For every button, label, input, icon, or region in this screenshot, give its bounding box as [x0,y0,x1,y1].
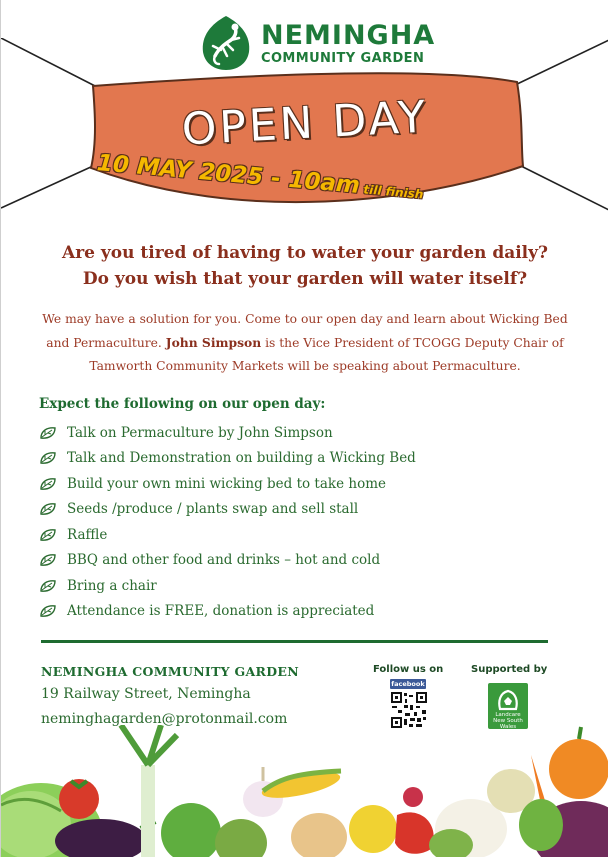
landcare-region: New South Wales [493,718,523,730]
activity-list [39,420,416,624]
speaker-name: John Simpson [165,335,262,350]
headline-line-1: Are you tired of having to water your garden daily? [62,243,548,263]
intro-text-1: We may have a solution for you. Come to our open day and learn about Wicking Bed and Permaculture. [42,312,568,350]
org-address: 19 Railway Street, Nemingha [41,686,251,702]
list-item [39,497,416,523]
list-item-text: Build your own mini wicking bed to take home [67,475,386,492]
qr-code-icon[interactable] [390,691,428,729]
leaf-bullet-icon [39,451,57,465]
intro-text-2: is the Vice President of TCOGG Deputy Chair of Tamworth Community Markets will be speaking about Permaculture. [89,336,564,373]
list-item [39,522,416,548]
facebook-badge[interactable]: facebook [391,680,425,688]
intro-paragraph [39,308,571,378]
section-divider [41,640,548,643]
leaf-bullet-icon [39,553,57,567]
leaf-bullet-icon [39,528,57,542]
vegetables-illustration [1,725,608,857]
list-item [39,573,416,599]
org-name: NEMINGHA COMMUNITY GARDEN [41,664,299,679]
list-item-text: Bring a chair [67,577,157,594]
landcare-logo [488,683,528,729]
landcare-hand-icon [488,683,528,713]
leaf-bullet-icon [39,502,57,516]
list-item-text: Talk and Demonstration on building a Wicking Bed [67,450,416,467]
list-item-text: Attendance is FREE, donation is appreciated [67,603,375,620]
list-item [39,599,416,625]
event-date-suffix: till finish [362,182,424,202]
leaf-bullet-icon [39,579,57,593]
banner-title: OPEN DAY [180,91,430,156]
logo-subtitle: COMMUNITY GARDEN [261,50,425,66]
follow-label: Follow us on [373,664,444,675]
logo-name: NEMINGHA [261,19,436,51]
list-item [39,548,416,574]
headline-line-2: Do you wish that your garden will water itself? [82,269,528,289]
list-item [39,446,416,472]
leaf-bullet-icon [39,426,57,440]
expect-title: Expect the following on our open day: [39,396,326,412]
leaf-bullet-icon [39,477,57,491]
leaf-bullet-icon [39,604,57,618]
org-email[interactable]: neminghagarden@protonmail.com [41,711,288,727]
support-label: Supported by [471,664,548,675]
list-item-text: BBQ and other food and drinks – hot and cold [67,552,381,569]
list-item [39,420,416,446]
list-item-text: Raffle [67,526,108,543]
list-item-text: Talk on Permaculture by John Simpson [67,424,333,441]
landcare-name: Landcare [495,712,521,718]
list-item-text: Seeds /produce / plants swap and sell stall [67,501,359,518]
headline [1,240,608,292]
event-date: 10 MAY 2025 - 10am [95,150,361,199]
list-item [39,471,416,497]
